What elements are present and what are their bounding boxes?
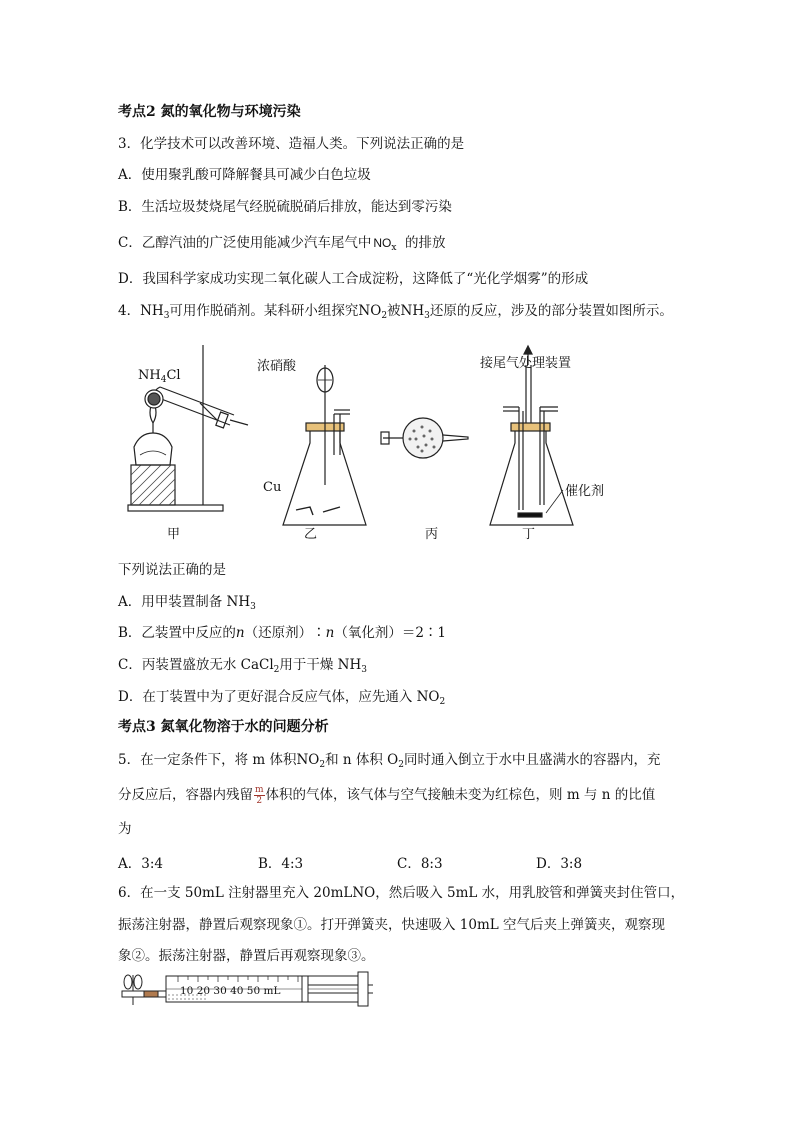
q6-line-2: 振荡注射器，静置后观察现象①。打开弹簧夹，快速吸入 10mL 空气后夹上弹簧夹，观察现 (118, 917, 666, 933)
q3-option-c-text: C．乙醇汽油的广泛使用能减少汽车尾气中 (118, 235, 372, 251)
section-heading: 考点2 氮的氧化物与环境污染 (118, 104, 301, 120)
q5-line-3: 为 (118, 821, 132, 837)
apparatus-bing (381, 418, 468, 458)
figure-caption-ding: 丁 (522, 527, 536, 542)
q3-option-b: B．生活垃圾焚烧尾气经脱硫脱硝后排放，能达到零污染 (118, 199, 452, 215)
q5-option-d: D．3:8 (536, 856, 583, 872)
q4-stem-part: 被NH (387, 303, 425, 319)
figure-caption-jia: 甲 (167, 527, 181, 542)
q3-option-c-end: 的排放 (405, 235, 446, 251)
q4-stem-part: 4．NH (118, 303, 164, 319)
q6-line-1: 6．在一支 50mL 注射器里充入 20mLNO，然后吸入 5mL 水，用乳胶管和弹簧夹封住管口， (118, 885, 685, 901)
nox-subscript: x (391, 243, 397, 253)
subscript: 2 (381, 311, 388, 321)
apparatus-ding (490, 346, 573, 525)
catalyst-label: 催化剂 (565, 484, 605, 499)
q4-prompt: 下列说法正确的是 (118, 562, 226, 578)
apparatus-yi (283, 365, 366, 525)
q5-option-b: B．4:3 (258, 856, 304, 872)
figure-caption-yi: 乙 (304, 527, 318, 542)
subscript: 3 (424, 311, 430, 321)
q3-option-d: D．我国科学家成功实现二氧化碳人工合成淀粉，这降低了“光化学烟雾”的形成 (118, 271, 589, 287)
q4-option-b: B．乙装置中反应的n（还原剂）∶n（氧化剂）＝2∶1 (118, 625, 447, 641)
nh4cl-label: $NH_4Cl$ (138, 368, 181, 385)
syringe-scale-label: 10 20 30 40 50 mL (180, 985, 281, 997)
q4-option-d: D．在丁装置中为了更好混合反应气体，应先通入 $NO_2$ (118, 689, 446, 707)
figure-caption-bing: 丙 (425, 527, 439, 542)
q4-stem (118, 302, 673, 325)
q5-option-c: C．8:3 (397, 856, 443, 872)
tail-gas-label: 接尾气处理装置 (480, 356, 572, 371)
q5-line-1: 5．在一定条件下，将 m 体积$NO_2$和 n 体积 $O_2$同时通入倒立于水中且盛满水的容器内，充 (118, 752, 661, 770)
q6-line-3: 象②。振荡注射器，静置后再观察现象③。 (118, 948, 375, 964)
q4-stem-part: 还原的反应，涉及的部分装置如图所示。 (429, 303, 673, 319)
q3-stem: 3．化学技术可以改善环境、造福人类。下列说法正确的是 (118, 136, 465, 152)
conc-acid-label: 浓硝酸 (257, 359, 297, 374)
fraction-m-over-2: $\frac{m}{2}$ (255, 785, 264, 806)
q3-option-a: A．使用聚乳酸可降解餐具可减少白色垃圾 (118, 167, 371, 183)
q3-option-c (118, 234, 446, 257)
section-heading: 考点3 氮氧化物溶于水的问题分析 (118, 719, 329, 735)
q5-line-2: 分反应后，容器内残留 $\frac{m}{2}$ 体积的气体，该气体与空气接触未变为红棕色，则 m 与 n 的比值 (118, 785, 656, 806)
q4-stem-part: 可用作脱硝剂。某科研小组探究NO (169, 303, 382, 319)
q4-option-a: A．用甲装置制备 $NH_3$ (118, 594, 256, 612)
q5-option-a: A．3:4 (118, 856, 163, 872)
cu-label: Cu (263, 480, 282, 495)
nox-formula: NO (373, 236, 392, 250)
subscript: 3 (163, 311, 170, 321)
q4-option-c: C．丙装置盛放无水 CaCl$_2$用于干燥 $NH_3$ (118, 657, 368, 675)
